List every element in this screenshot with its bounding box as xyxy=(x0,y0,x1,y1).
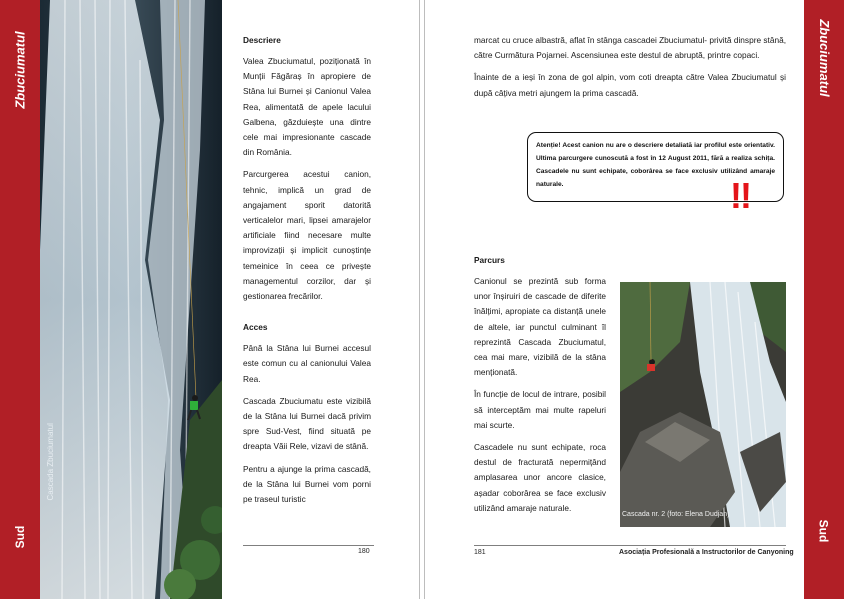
left-strip-region: Sud xyxy=(13,525,27,549)
parcurs-paragraph-1: Canionul se prezintă sub forma unor înșiruiri de cascade de diferite înălțimi, apropiate ca distanță unele de altele, iar punctul culminant îl reprezintă Cascada Zbuciumatul, cea mai mare, vizibilă de la stâna menționată. xyxy=(474,276,606,378)
parcurs-column xyxy=(474,254,606,523)
descriere-paragraph-2: Parcurgerea acestui canion, tehnic, implică un grad de angajament sporit datorită verticalelor mari, lipsei amarajelor artificiale fiind necesare multe improvizații și implicit cunoștințe temeinice în ceea ce privește managementul corzilor, dar și gestionarea frecărilor. xyxy=(243,169,371,302)
left-page-number: 180 xyxy=(358,548,370,555)
waterfall-illustration-right xyxy=(620,282,786,527)
right-strip-title: Zbuciumatul xyxy=(816,19,832,97)
left-photo-caption: Cascada Zbuciumatul xyxy=(46,423,55,501)
waterfall-photo-right xyxy=(620,282,786,527)
right-page-number: 181 xyxy=(474,549,486,556)
right-color-strip xyxy=(804,0,844,599)
right-top-text xyxy=(474,33,786,108)
warning-text: Atenție! Acest canion nu are o descriere detaliată iar profilul este orientativ. Ultima parcurgere cunoscută a fost în 12 August 2011, fără a realiza schița. Cascadele nu sunt echipate, coborârea se face exclusiv utilizând amaraje naturale. xyxy=(536,142,775,188)
association-name: Asociația Profesională a Instructorilor de Canyoning xyxy=(619,549,794,556)
left-text-column xyxy=(243,34,371,514)
right-paragraph-2: Înainte de a ieși în zona de gol alpin, vom coti dreapta către Valea Zbuciumatul și după câțiva metri ajungem la prima cascadă. xyxy=(474,72,786,98)
parcurs-paragraph-3: Cascadele nu sunt echipate, roca destul de fracturată nepermițând amplasarea unor ancore clasice, așadar coborârea se face exclusiv utilizând amaraje naturale. xyxy=(474,442,606,513)
acces-paragraph-2: Cascada Zbuciumatu este vizibilă de la Stâna lui Burnei dacă privim spre Sud-Vest, fiind situată pe dreapta Văii Rele, vizavi de stână. xyxy=(243,395,371,452)
left-strip-title: Zbuciumatul xyxy=(12,31,28,109)
right-photo-caption: Cascada nr. 2 (foto: Elena Dudjan) xyxy=(622,511,730,518)
acces-heading: Acces xyxy=(243,322,268,333)
left-page xyxy=(0,0,420,599)
descriere-paragraph-1: Valea Zbuciumatul, poziționată în Munții Făgăraș în apropiere de Stâna lui Burnei și Canionul Valea Rea, alimentată de apele lacului Galbena, găzduiește una dintre cele mai impresionante cascade din România. xyxy=(243,56,371,158)
right-paragraph-1: marcat cu cruce albastră, aflat în stânga cascadei Zbuciumatul- privită dinspre stână, către Curmătura Pojarnei. Ascensiunea este destul de abruptă, printre copaci. xyxy=(474,35,786,61)
right-strip-region: Sud xyxy=(817,519,831,543)
parcurs-heading: Parcurs xyxy=(474,255,505,265)
parcurs-paragraph-2: În funcție de locul de intrare, posibil să interceptăm mai multe rapeluri mai scurte. xyxy=(474,389,606,430)
left-footer-line xyxy=(243,545,374,546)
waterfall-illustration-left xyxy=(40,0,222,599)
waterfall-photo-left xyxy=(40,0,222,599)
acces-paragraph-3: Pentru a ajunge la prima cascadă, de la Stâna lui Burnei vom porni pe traseul turistic xyxy=(243,463,371,505)
warning-exclamation-icon: !! xyxy=(730,175,750,216)
right-footer-line xyxy=(474,545,786,546)
acces-paragraph-1: Până la Stâna lui Burnei accesul este comun cu al canionului Valea Rea. xyxy=(243,343,371,384)
left-color-strip xyxy=(0,0,40,599)
descriere-heading: Descriere xyxy=(243,35,281,45)
